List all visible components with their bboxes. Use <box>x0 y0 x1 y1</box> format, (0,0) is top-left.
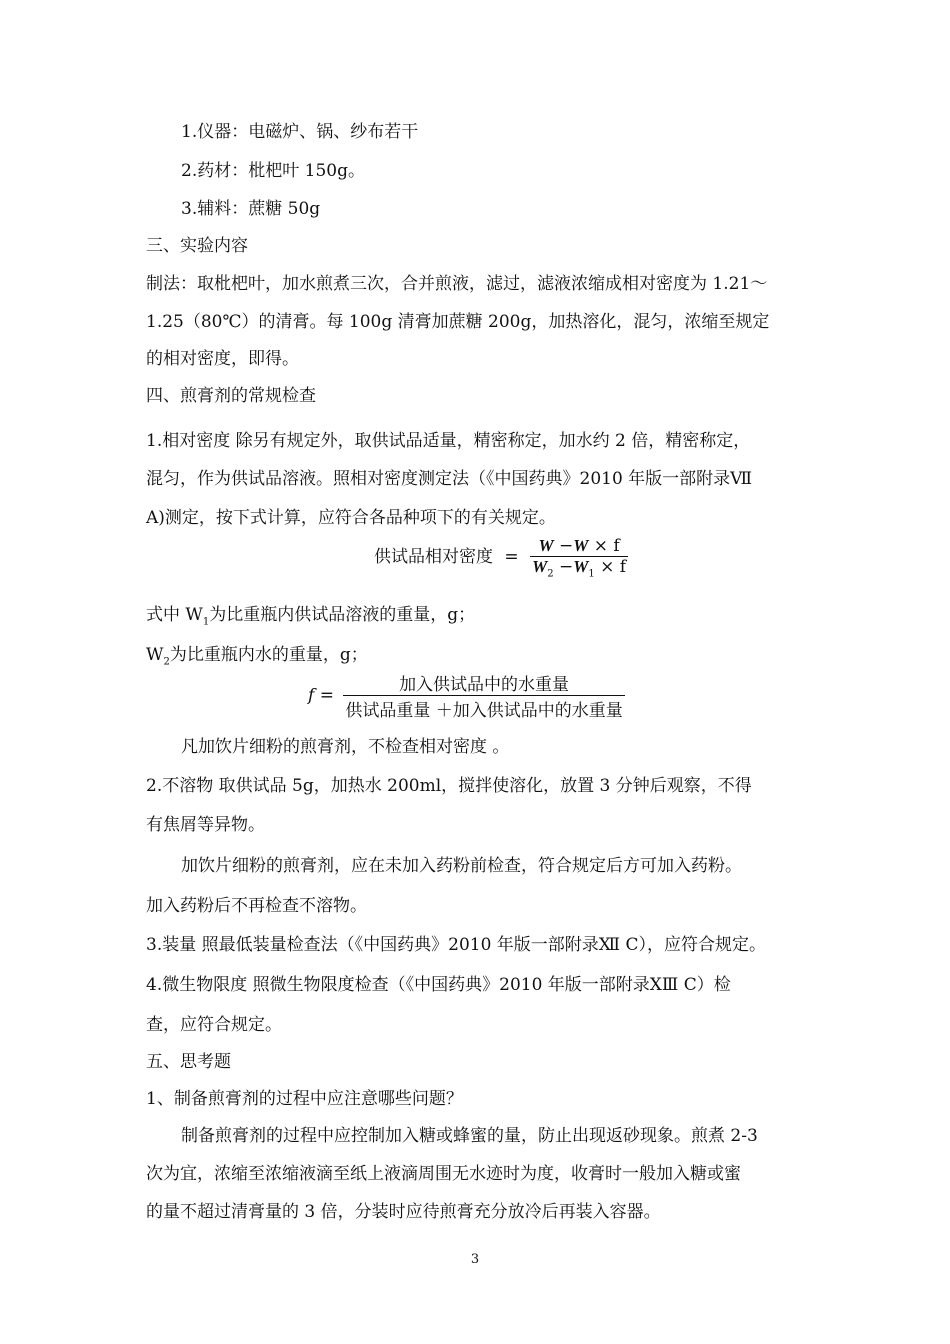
formula-numerator: W −W × f <box>538 536 620 556</box>
variable-definition-w1: 式中 $W_1$为比重瓶内供试品溶液的重量，g； <box>146 605 476 628</box>
text-line: 次为宜，浓缩至浓缩液滴至纸上液滴周围无水迹时为度，收膏时一般加入糖或蜜 <box>146 1164 741 1184</box>
variable-definition-w2: $W_2$为比重瓶内水的重量，g； <box>146 645 368 668</box>
text-line: 3.辅料：蔗糖 50g <box>181 199 321 219</box>
question-line: 1、制备煎膏剂的过程中应注意哪些问题？ <box>146 1089 463 1109</box>
text-line: A)测定，按下式计算，应符合各品种项下的有关规定。 <box>146 508 556 528</box>
text-line: 的相对密度，即得。 <box>146 349 299 369</box>
section-heading: 五、思考题 <box>146 1052 231 1072</box>
text-line: 凡加饮片细粉的煎膏剂，不检查相对密度 。 <box>181 737 510 757</box>
f-formula-lhs: f = <box>308 685 334 706</box>
f-formula-fraction <box>343 670 624 721</box>
page-number: 3 <box>470 1252 480 1267</box>
text-line: 1.相对密度 除另有规定外，取供试品适量，精密称定，加水约 2 倍，精密称定， <box>146 431 751 451</box>
text-line: 加饮片细粉的煎膏剂，应在未加入药粉前检查，符合规定后方可加入药粉。 <box>181 856 742 876</box>
formula-denominator: $W_2 -W_1 \times f$ <box>532 557 627 580</box>
text-line: 2.不溶物 取供试品 5g，加热水 200ml，搅拌使溶化，放置 3 分钟后观察，不得 <box>146 776 752 796</box>
text-line: 4.微生物限度 照微生物限度检查（《中国药典》2010 年版一部附录ⅩⅢ C）检 <box>146 975 731 995</box>
text-line: 制法：取枇杷叶，加水煎煮三次，合并煎液，滤过，滤液浓缩成相对密度为 1.21～ <box>146 274 768 294</box>
text-line: 查，应符合规定。 <box>146 1015 282 1035</box>
section-heading: 三、实验内容 <box>146 236 248 256</box>
text-line: 加入药粉后不再检查不溶物。 <box>146 896 367 916</box>
text-line: 2.药材：枇杷叶 150g。 <box>181 161 365 181</box>
text-line: 的量不超过清膏量的 3 倍，分装时应待煎膏充分放冷后再装入容器。 <box>146 1202 661 1222</box>
formula-fraction <box>530 536 628 579</box>
formula-equals: = <box>504 547 519 568</box>
text-line: 1.25（80℃）的清膏。每 100g 清膏加蔗糖 200g，加热溶化，混匀，浓缩至规定 <box>146 312 770 332</box>
text-line: 制备煎膏剂的过程中应控制加入糖或蜂蜜的量，防止出现返砂现象。煎煮 2-3 <box>181 1126 758 1146</box>
formula-label: 供试品相对密度 <box>374 547 493 568</box>
text-line: 3.装量 照最低装量检查法（《中国药典》2010 年版一部附录Ⅻ C），应符合规定。 <box>146 935 767 955</box>
section-heading: 四、煎膏剂的常规检查 <box>146 386 316 406</box>
f-formula-denominator: 供试品重量 ＋加入供试品中的水重量 <box>343 695 624 721</box>
text-line: 混匀，作为供试品溶液。照相对密度测定法（《中国药典》2010 年版一部附录Ⅶ <box>146 469 753 489</box>
relative-density-formula <box>374 536 628 579</box>
text-line: 有焦屑等异物。 <box>146 815 265 835</box>
f-formula <box>308 670 625 721</box>
f-formula-numerator: 加入供试品中的水重量 <box>399 675 570 695</box>
text-line: 1.仪器：电磁炉、锅、纱布若干 <box>181 122 419 142</box>
